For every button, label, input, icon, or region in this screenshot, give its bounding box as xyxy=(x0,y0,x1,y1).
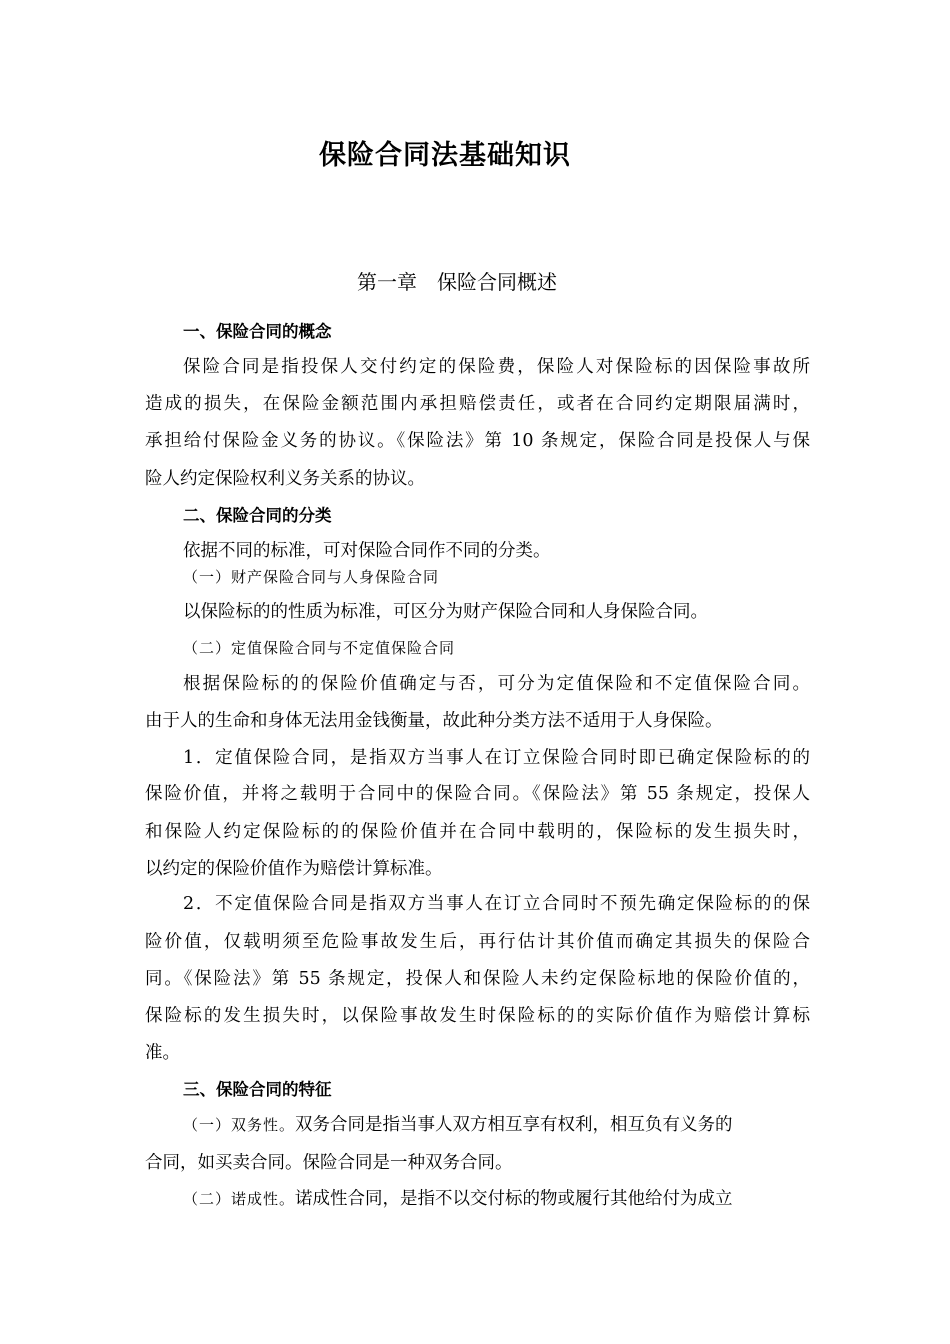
paragraph-line: 造成的损失，在保险金额范围内承担赔偿责任，或者在合同约定期限届满时， xyxy=(145,394,810,414)
document-title: 保险合同法基础知识 xyxy=(319,140,571,171)
subsection-heading: （一）财产保险合同与人身保险合同 xyxy=(183,568,440,586)
paragraph-text: 双务合同是指当事人双方相互享有权利，相互负有义务的 xyxy=(295,1115,733,1135)
subsection-heading: （二）定值保险合同与不定值保险合同 xyxy=(183,639,456,657)
paragraph-line: 承担给付保险金义务的协议。《保险法》第 10 条规定，保险合同是投保人与保 xyxy=(145,431,810,451)
paragraph-line: 以保险标的的性质为标准，可区分为财产保险合同和人身保险合同。 xyxy=(183,602,708,622)
paragraph-line: 保险合同是指投保人交付约定的保险费，保险人对保险标的因保险事故所 xyxy=(183,357,810,377)
inline-label: （一）双务性。 xyxy=(183,1116,296,1134)
paragraph-line: 险价值，仅载明须至危险事故发生后，再行估计其价值而确定其损失的保险合 xyxy=(145,932,810,952)
paragraph-line: 险人约定保险权利义务关系的协议。 xyxy=(145,469,425,489)
inline-label: （二）诺成性。 xyxy=(183,1190,296,1208)
paragraph-line: 根据保险标的的保险价值确定与否，可分为定值保险和不定值保险合同。 xyxy=(183,674,810,694)
paragraph-line: 2．不定值保险合同是指双方当事人在订立合同时不预先确定保险标的的保 xyxy=(183,894,810,914)
paragraph-line: 保险价值，并将之载明于合同中的保险合同。《保险法》第 55 条规定，投保人 xyxy=(145,784,810,804)
paragraph-line: 合同，如买卖合同。保险合同是一种双务合同。 xyxy=(145,1153,513,1173)
paragraph-line: 1．定值保险合同，是指双方当事人在订立保险合同时即已确定保险标的的 xyxy=(183,748,810,768)
paragraph-line: 由于人的生命和身体无法用金钱衡量，故此种分类方法不适用于人身保险。 xyxy=(145,711,723,731)
paragraph-line xyxy=(183,1113,810,1137)
paragraph-line: 以约定的保险价值作为赔偿计算标准。 xyxy=(145,859,443,879)
section-heading: 三、保险合同的特征 xyxy=(183,1080,332,1099)
paragraph-line: 同。《保险法》第 55 条规定，投保人和保险人未约定保险标地的保险价值的， xyxy=(145,969,810,989)
paragraph-line: 准。 xyxy=(145,1043,180,1063)
paragraph-line: 依据不同的标准，可对保险合同作不同的分类。 xyxy=(183,541,551,561)
chapter-heading: 第一章 保险合同概述 xyxy=(357,270,557,294)
section-heading: 二、保险合同的分类 xyxy=(183,506,332,525)
section-heading: 一、保险合同的概念 xyxy=(183,322,332,341)
paragraph-line: 和保险人约定保险标的的保险价值并在合同中载明的，保险标的发生损失时， xyxy=(145,822,810,842)
paragraph-line xyxy=(183,1187,810,1211)
paragraph-text: 诺成性合同，是指不以交付标的物或履行其他给付为成立 xyxy=(295,1189,733,1209)
paragraph-line: 保险标的发生损失时，以保险事故发生时保险标的的实际价值作为赔偿计算标 xyxy=(145,1006,810,1026)
